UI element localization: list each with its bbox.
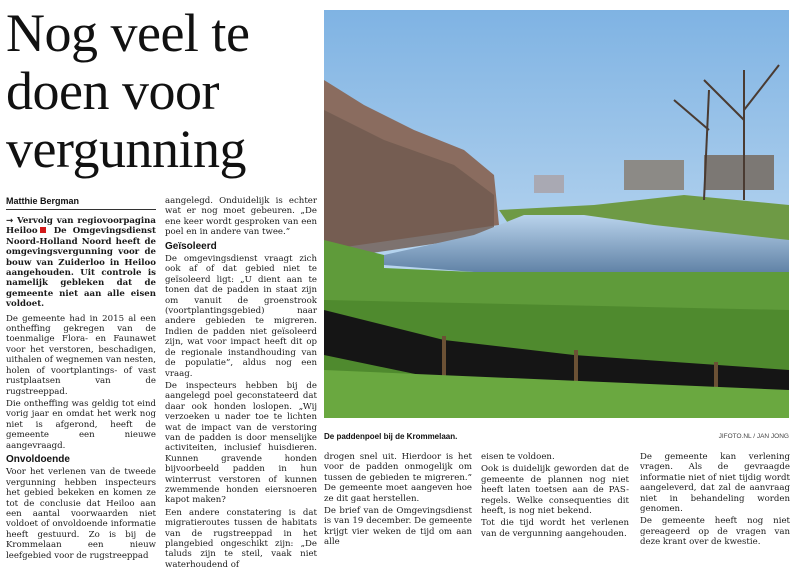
pond-photo-illustration [324, 10, 789, 418]
body-paragraph: Ook is duidelijk geworden dat de gemeente de plannen nog niet heeft laten toetsen aan de PAS-regels. Welke consequenties dit heeft, is nog niet bekend. [481, 464, 629, 517]
body-paragraph: Die ontheffing was geldig tot eind vorig jaar en omdat het werk nog niet is afgerond, heeft de gemeente een nieuwe aangevraagd. [6, 398, 156, 451]
subheading-geisoleerd: Geïsoleerd [165, 240, 217, 252]
lead-paragraph [6, 216, 156, 310]
headline-line-3: vergunning [6, 119, 246, 179]
body-paragraph: Tot die tijd wordt het verlenen van de vergunning aangehouden. [481, 518, 629, 539]
body-paragraph: eisen te voldoen. [481, 452, 555, 462]
lead-text: De Omgevingsdienst Noord-Holland Noord heeft de omgevingsvergunning voor de bouw van Zuiderloo in Heiloo aangehouden. Uit controle is namelijk gebleken dat de gemeente niet aan alle eisen voldoet. [6, 226, 156, 310]
body-paragraph: Voor het verlenen van de tweede vergunning hebben inspecteurs het gebied bekeken en komen ze tot de conclusie dat Heiloo aan een aantal voorwaarden niet voldoet of onvoldoende informatie heeft gestuurd. Zo is bij de Krommelaan een nieuw leefgebied voor de rugstreeppad [6, 467, 156, 561]
headline-line-1: Nog veel te [6, 3, 250, 63]
photo-credit: JIFOTO.NL / JAN JONG [718, 433, 789, 440]
article-column-4 [481, 452, 629, 541]
dateline: Heiloo [6, 226, 38, 237]
article-photo [324, 10, 789, 418]
body-paragraph: Een andere constatering is dat migratieroutes tussen de habitats van de rugstreeppad in het plangebied ongeschikt zijn: „De taluds zijn te steil, vaak niet waterhoudend of [165, 507, 317, 570]
article-column-3 [324, 452, 472, 550]
arrow-right-icon: → [6, 216, 14, 226]
red-square-icon [40, 227, 46, 233]
subheading-onvoldoende: Onvoldoende [6, 453, 70, 465]
body-paragraph: De inspecteurs hebben bij de aangelegd poel geconstateerd dat daar ook honden loslopen. „Wij verzoeken u nader toe te lichten wat de impact van de verstoring van de padden is door menselijke activiteiten, inclusief huisdieren. Kunnen gravende honden bijvoorbeeld padden in hun winterrust verstoren of kunnen zwemmende honden eiersnoeren kapot maken? [165, 380, 317, 506]
byline: Matthie Bergman [6, 196, 156, 210]
photo-caption: De paddenpoel bij de Krommelaan. [324, 432, 458, 441]
body-paragraph: drogen snel uit. Hierdoor is het voor de padden onmogelijk om tussen de gebieden te migreren.” De gemeente moet aangeven hoe ze dit gaat herstellen. [324, 452, 472, 504]
body-paragraph: De gemeente had in 2015 al een ontheffing gekregen van de toenmalige Flora- en Faunawet voor het verstoren, beschadigen, uithalen of wegnemen van nesten, holen of voortplantings- of vast rustplaatsen van de rugstreeppad. [6, 313, 156, 397]
headline [6, 4, 318, 178]
continued-label: Vervolg van regiovoorpagina [17, 216, 156, 226]
body-paragraph: aangelegd. Onduidelijk is echter wat er nog moet gebeuren. „De ene keer wordt gesproken van een poel en in andere van twee.” [165, 196, 317, 238]
headline-line-2: doen voor [6, 61, 219, 121]
body-paragraph: De omgevingsdienst vraagt zich ook af of dat gebied niet te geïsoleerd ligt: „U dient aan te tonen dat de padden in staat zijn om vanuit de groenstrook (voortplantingsgebied) naar andere gebieden te migreren. Indien de padden niet geïsoleerd zijn, wat voor impact heeft dit op de regionale instandhouding van de populatie”, aldus nog een vraag. [165, 254, 317, 379]
article-column-2 [165, 196, 317, 572]
body-paragraph: De gemeente heeft nog niet gereageerd op de vragen van deze krant over de kwestie. [640, 516, 790, 548]
body-paragraph: De brief van de Omgevingsdienst is van 19 december. De gemeente krijgt vier weken de tijd om aan alle [324, 506, 472, 548]
article-column-5 [640, 452, 790, 550]
body-paragraph: De gemeente kan verlening vragen. Als de gevraagde informatie niet of niet tijdig wordt aangeleverd, dat zal de aanvraag niet in behandeling worden genomen. [640, 452, 790, 515]
article-column-1 [6, 216, 156, 563]
